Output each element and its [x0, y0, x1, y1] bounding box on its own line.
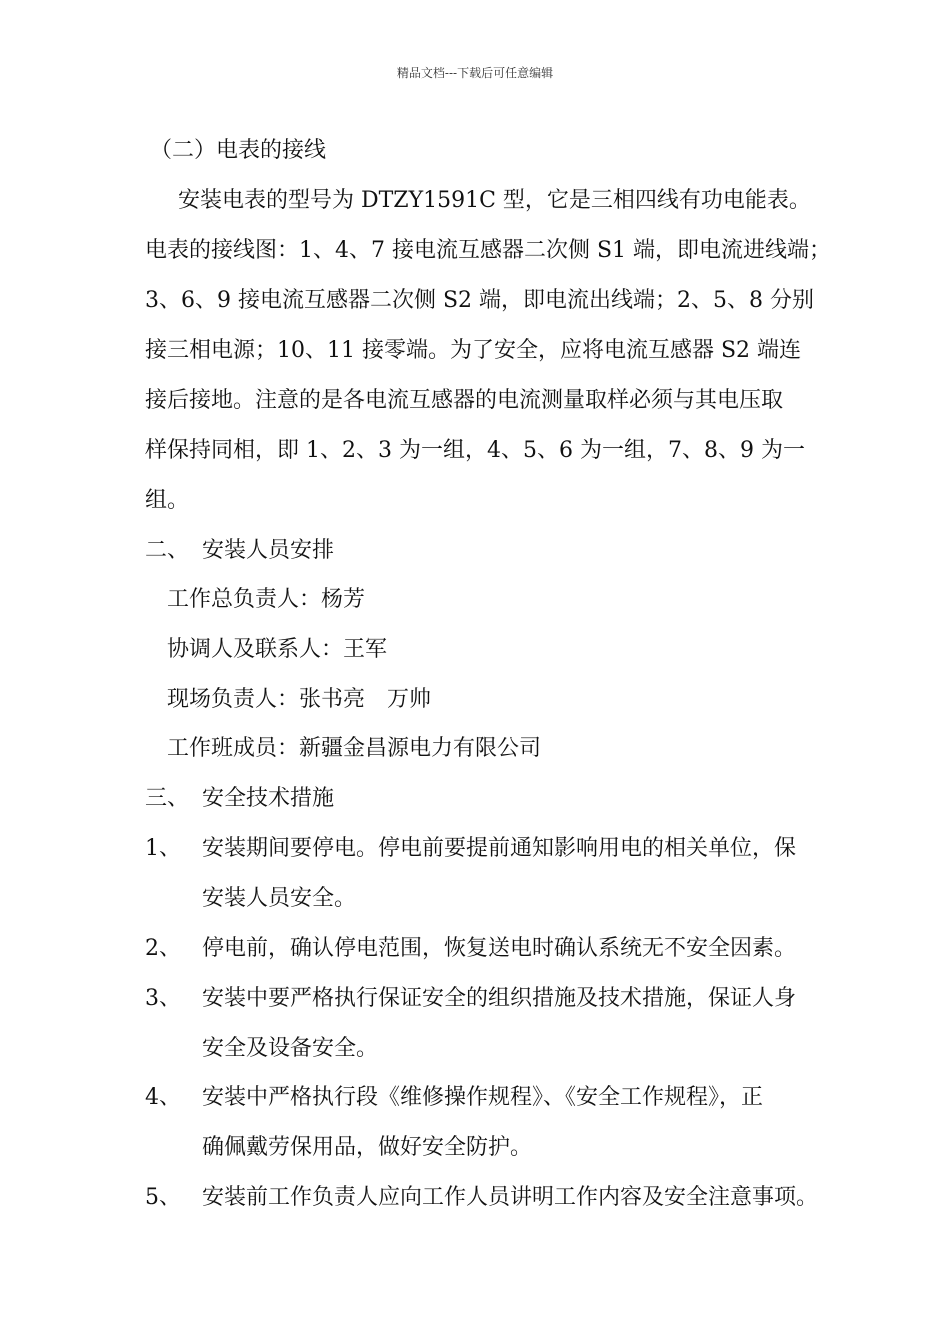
staff-item: 工作总负责人：杨芳 [167, 587, 366, 612]
list-item-line: 确佩戴劳保用品，做好安全防护。 [202, 1135, 533, 1160]
section-number: 二、 [145, 538, 190, 563]
paragraph-line: 组。 [145, 488, 190, 513]
staff-item: 工作班成员：新疆金昌源电力有限公司 [167, 736, 542, 761]
section-title: （二）电表的接线 [150, 138, 327, 163]
paragraph-line: 样保持同相，即 1、2、3 为一组，4、5、6 为一组，7、8、9 为一 [145, 438, 805, 463]
page-header: 精品文档---下载后可任意编辑 [396, 66, 554, 80]
list-item-line: 安装期间要停电。停电前要提前通知影响用电的相关单位，保 [202, 836, 797, 861]
list-number: 5、 [145, 1185, 181, 1210]
section-number: 三、 [145, 786, 190, 811]
paragraph-line: 电表的接线图：1、4、7 接电流互感器二次侧 S1 端，即电流进线端； [145, 238, 832, 263]
list-number: 1、 [145, 836, 181, 861]
list-item-line: 安装中严格执行段《维修操作规程》、《安全工作规程》，正 [202, 1085, 764, 1110]
staff-item: 协调人及联系人：王军 [167, 637, 388, 662]
paragraph-line: 安装电表的型号为 DTZY1591C 型，它是三相四线有功电能表。 [178, 188, 811, 213]
section-title: 安全技术措施 [202, 786, 335, 811]
list-number: 4、 [145, 1085, 181, 1110]
paragraph-line: 接后接地。注意的是各电流互感器的电流测量取样必须与其电压取 [145, 388, 784, 413]
list-item-line: 停电前，确认停电范围，恢复送电时确认系统无不安全因素。 [202, 936, 797, 961]
list-number: 3、 [145, 986, 181, 1011]
paragraph-line: 3、6、9 接电流互感器二次侧 S2 端，即电流出线端；2、5、8 分别 [145, 288, 815, 313]
paragraph-line: 接三相电源；10、11 接零端。为了安全，应将电流互感器 S2 端连 [145, 338, 802, 363]
list-item-line: 安装前工作负责人应向工作人员讲明工作内容及安全注意事项。 [202, 1185, 819, 1210]
list-number: 2、 [145, 936, 181, 961]
list-item-line: 安装中要严格执行保证安全的组织措施及技术措施，保证人身 [202, 986, 797, 1011]
list-item-line: 安全及设备安全。 [202, 1036, 379, 1061]
section-title: 安装人员安排 [202, 538, 335, 563]
list-item-line: 安装人员安全。 [202, 886, 357, 911]
staff-item: 现场负责人：张书亮 万帅 [167, 687, 432, 712]
